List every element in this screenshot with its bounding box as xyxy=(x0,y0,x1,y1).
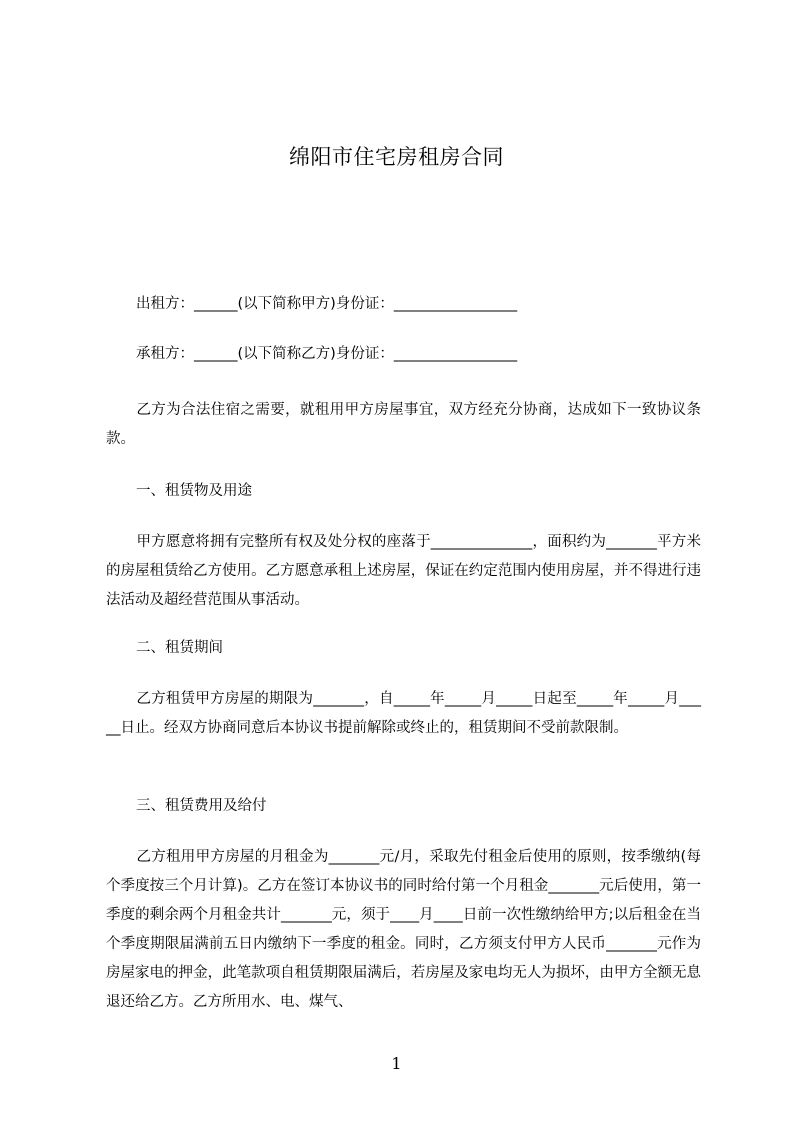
document-title: 绵阳市住宅房租房合同 xyxy=(289,145,504,169)
lessee-line: 承租方：______(以下简称乙方)身份证：_________________ xyxy=(136,346,518,362)
section-heading-2: 二、租赁期间 xyxy=(136,640,223,656)
section-paragraph-1: 甲方愿意将拥有完整所有权及处分权的座落于______________，面积约为_______平方米的房屋租赁给乙方使用。乙方愿意承租上述房屋，保证在约定范围内使用房屋，并不得进行违法活动及超经营范围从事活动。 xyxy=(106,534,701,608)
page-number: 1 xyxy=(391,1054,402,1073)
section-paragraph-3: 乙方租用甲方房屋的月租金为_______元/月，采取先付租金后使用的原则，按季缴纳(每个季度按三个月计算)。乙方在签订本协议书的同时给付第一个月租金_______元后使用，第一季度的剩余两个月租金共计_______元，须于____月____日前一次性缴纳给甲方;以后租金在当个季度期限届满前五日内缴纳下一季度的租金。同时，乙方须支付甲方人民币_______元作为房屋家电的押金，此笔款项自租赁期限届满后，若房屋及家电均无人为损坏，由甲方全额无息退还给乙方。乙方所用水、电、煤气、 xyxy=(106,849,701,1010)
section-paragraph-2: 乙方租赁甲方房屋的期限为_______，自_____年_____月_____日起至_____年_____月_____日止。经双方协商同意后本协议书提前解除或终止的，租赁期间不受前款限制。 xyxy=(106,691,701,736)
lessor-line: 出租方：______(以下简称甲方)身份证：_________________ xyxy=(136,296,518,312)
intro-paragraph: 乙方为合法住宿之需要，就租用甲方房屋事宜，双方经充分协商，达成如下一致协议条款。 xyxy=(106,402,701,447)
section-heading-1: 一、租赁物及用途 xyxy=(136,483,252,499)
section-heading-3: 三、租赁费用及给付 xyxy=(136,798,267,814)
